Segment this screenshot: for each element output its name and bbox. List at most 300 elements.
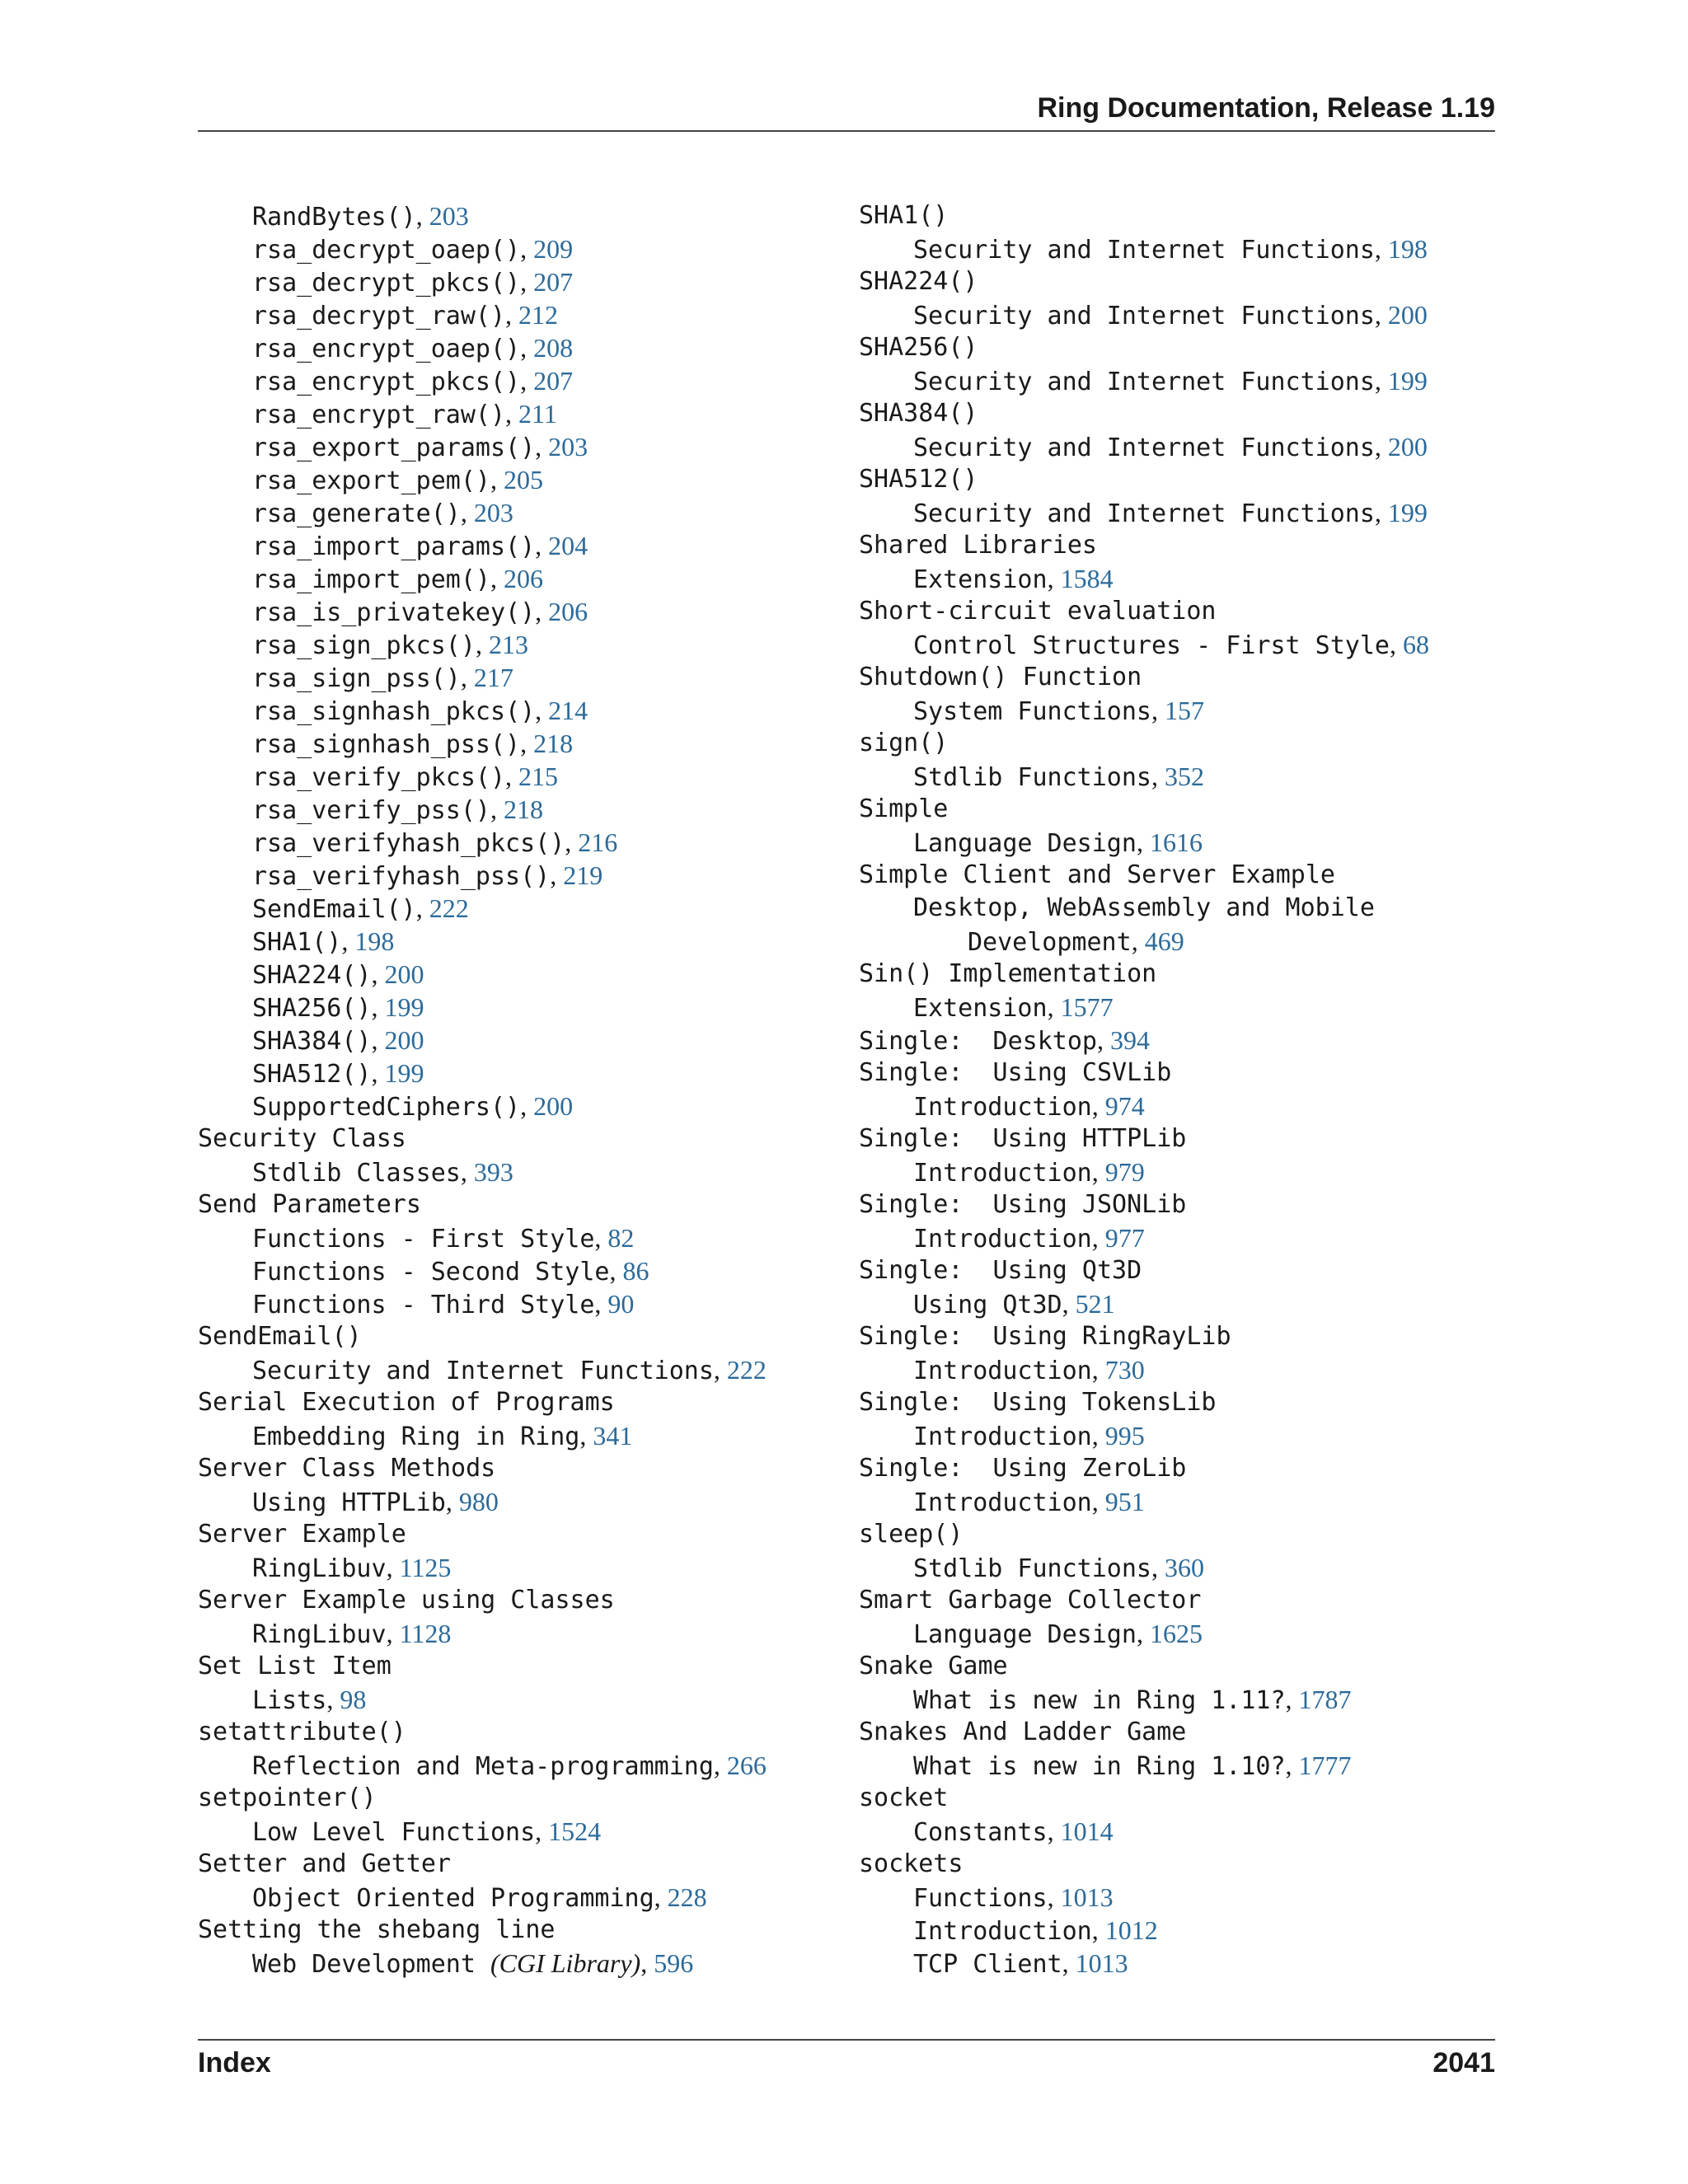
page-link[interactable]: 352 [1164,762,1204,791]
separator: , [445,1487,459,1516]
index-term-text: Development [968,928,1132,957]
separator: , [535,531,549,560]
page-link[interactable]: 1787 [1298,1685,1352,1714]
index-subentry [859,1090,1502,1122]
index-term-text: Introduction [913,1159,1092,1188]
index-term-text: Single: Using CSVLib [859,1058,1172,1087]
separator: , [460,498,474,527]
page-link[interactable]: 203 [548,432,588,462]
page-link[interactable]: 266 [726,1750,767,1780]
index-term [859,463,1502,496]
index-term-text: SHA1() [859,201,949,230]
index-term-text: Security and Internet Functions [913,499,1375,528]
index-term-text: SHA224() [252,961,372,990]
index-column-left [198,199,824,1980]
index-subentry [859,1947,1502,1980]
index-subentry [198,1881,824,1914]
separator: , [490,794,504,824]
index-term-text: rsa_export_pem() [252,466,490,495]
page-link[interactable]: 979 [1104,1157,1145,1187]
index-term [859,958,1502,991]
separator: , [1047,1816,1061,1846]
footer-section-label: Index [198,2047,271,2079]
index-term-text: Reflection and Meta-programming [252,1752,714,1781]
separator: , [1374,432,1388,462]
index-term-text: Security and Internet Functions [913,302,1375,330]
index-subentry [859,1419,1502,1452]
page-link[interactable]: 206 [548,597,588,626]
header-rule [198,130,1495,132]
index-term-text: Single: Using TokensLib [859,1388,1217,1417]
separator: , [371,992,385,1022]
index-term [198,1386,824,1419]
separator: , [326,1685,340,1714]
index-term-text: Shutdown() Function [859,663,1142,691]
page-link[interactable]: 200 [1387,300,1428,330]
index-term [859,727,1502,760]
index-term-text: rsa_decrypt_raw() [252,302,506,330]
page-link[interactable]: 980 [458,1487,499,1516]
page-link[interactable]: 995 [1104,1421,1145,1451]
page-link[interactable]: 98 [340,1685,367,1714]
page-link[interactable]: 157 [1164,696,1204,725]
index-term-text: rsa_sign_pss() [252,664,461,693]
page-link[interactable]: 1777 [1298,1750,1352,1780]
index-term-text: Constants [913,1818,1048,1847]
index-subentry [198,463,824,496]
separator: , [460,663,474,692]
index-term [859,793,1502,826]
index-term [859,529,1502,562]
index-term-text: Low Level Functions [252,1818,536,1847]
index-term-text: Stdlib Functions [913,1554,1151,1583]
index-subentry [198,793,824,826]
index-term-text: rsa_import_pem() [252,565,490,594]
index-subentry [198,1024,824,1057]
separator: , [1062,1289,1076,1319]
page-link[interactable]: 951 [1104,1487,1145,1516]
page-link[interactable]: 205 [503,465,543,494]
index-term-text: socket [859,1783,949,1812]
separator: , [505,399,519,429]
separator: , [1131,926,1145,956]
page-link[interactable]: 1125 [399,1553,452,1582]
index-term-text: Introduction [913,1093,1092,1122]
index-term-text: TCP Client [913,1950,1062,1979]
page-link[interactable]: 208 [533,333,574,363]
page-link[interactable]: 469 [1144,926,1184,956]
page-link[interactable]: 204 [548,531,588,560]
index-subentry [198,1221,824,1254]
index-subentry [198,1419,824,1452]
index-term-text: Security and Internet Functions [913,368,1375,396]
index-term [859,1057,1502,1090]
separator: , [1096,1025,1110,1055]
page-link[interactable]: 1584 [1060,564,1114,593]
index-subentry [859,760,1502,793]
page-link[interactable]: 1012 [1104,1915,1158,1945]
index-subentry [859,298,1502,331]
index-term-text: Sin() Implementation [859,959,1157,988]
page-link[interactable]: 200 [384,1025,424,1055]
index-subentry [198,331,824,364]
index-term-text: Simple Client and Server Example [859,860,1335,889]
index-subentry [198,298,824,331]
index-subentry [198,1617,824,1650]
separator: , [1374,366,1388,396]
page-link[interactable]: 216 [578,827,618,857]
index-term-text: RingLibuv [252,1620,387,1649]
index-term-text: Introduction [913,1422,1092,1451]
index-term-text: Snakes And Ladder Game [859,1718,1187,1746]
index-term-text: Using Qt3D [913,1291,1062,1319]
separator: , [490,465,504,494]
page-link[interactable]: 1128 [399,1619,452,1648]
page-link[interactable]: 596 [654,1948,694,1978]
index-term-text: SendEmail() [252,895,416,924]
index-subentry [198,232,824,265]
page-link[interactable]: 393 [473,1157,513,1187]
index-term [859,1122,1502,1155]
index-subentry [859,496,1502,529]
separator: , [1047,992,1061,1022]
index-term-text: Setting the shebang line [198,1915,556,1944]
index-term-text: rsa_decrypt_pkcs() [252,269,521,298]
index-subentry [859,694,1502,727]
index-term-text: Introduction [913,1357,1092,1385]
page-link[interactable]: 90 [607,1289,635,1319]
index-subentry [198,364,824,397]
index-term-text: SHA384() [252,1027,372,1056]
page-link[interactable]: 86 [622,1256,649,1286]
index-term [859,1452,1502,1485]
page-link[interactable]: 200 [533,1091,574,1121]
separator: , [386,1619,400,1648]
page-link[interactable]: 207 [533,366,574,396]
index-term [859,1584,1502,1617]
separator: , [1136,827,1150,857]
index-term-text: Control Structures - First Style [913,631,1390,660]
page-link[interactable]: 1616 [1149,827,1203,857]
index-column-right [859,199,1502,1980]
index-term-text: Web Development [252,1950,490,1979]
index-term [859,1716,1502,1749]
index-term-text: What is new in Ring 1.10? [913,1752,1286,1781]
separator: , [505,762,519,791]
index-term-text: Using HTTPLib [252,1488,446,1517]
page-link[interactable]: 200 [384,959,424,989]
index-term [859,1188,1502,1221]
index-term-text: rsa_verify_pss() [252,796,490,825]
index-subentry [859,232,1502,265]
index-subentry [859,1617,1502,1650]
index-subentry [859,826,1502,859]
page-link[interactable]: 211 [518,399,557,429]
page-link[interactable]: 214 [548,696,588,725]
separator: , [520,333,534,363]
page-link[interactable]: 218 [533,729,574,758]
index-term-text: Functions - Third Style [252,1291,595,1319]
index-term-text: Desktop, WebAssembly and Mobile [913,893,1375,922]
index-term [198,1650,824,1683]
index-term [198,1188,824,1221]
index-subentry [198,1090,824,1122]
index-term-text: Smart Garbage Collector [859,1586,1202,1615]
index-term [198,1518,824,1551]
separator: , [520,234,534,264]
index-subentry [859,1353,1502,1386]
page-link[interactable]: 521 [1075,1289,1115,1319]
index-term-text: Single: Using JSONLib [859,1190,1187,1219]
index-term-text: Language Design [913,1620,1137,1649]
separator: , [1091,1223,1105,1253]
separator: , [1047,1882,1061,1912]
separator: , [1091,1487,1105,1516]
index-term [859,1254,1502,1287]
index-term-text: Simple [859,794,949,823]
page-link[interactable]: 1524 [548,1816,602,1846]
separator: , [565,827,579,857]
page-link[interactable]: 199 [1387,498,1428,527]
index-subentry [198,727,824,760]
index-term [198,1848,824,1881]
separator: , [713,1355,727,1385]
index-term-text: Set List Item [198,1652,392,1680]
separator: , [654,1882,668,1912]
index-subentry [198,958,824,991]
index-term-text: RingLibuv [252,1554,387,1583]
page-link[interactable]: 341 [593,1421,633,1451]
separator: , [594,1223,608,1253]
index-term-text: Security and Internet Functions [913,236,1375,265]
index-term [198,1122,824,1155]
separator: , [713,1750,727,1780]
index-term-text: Serial Execution of Programs [198,1388,615,1417]
page-link[interactable]: 219 [563,860,603,890]
index-term-text: Introduction [913,1488,1092,1517]
page-link[interactable]: 977 [1104,1223,1145,1253]
separator: , [1091,1421,1105,1451]
index-term-text: Security and Internet Functions [252,1357,714,1385]
index-term-text: rsa_encrypt_oaep() [252,335,521,363]
page-link[interactable]: 198 [354,926,395,956]
page-link[interactable]: 215 [518,762,559,791]
separator: , [415,201,429,231]
index-term-text: rsa_sign_pkcs() [252,631,476,660]
index-subentry [859,1683,1502,1716]
page-link[interactable]: 200 [1387,432,1428,462]
page-link[interactable]: 209 [533,234,574,264]
index-term-text: Functions - Second Style [252,1258,610,1286]
index-subentry [198,199,824,232]
index-term [859,1518,1502,1551]
index-subentry [198,826,824,859]
page-link[interactable]: 218 [503,794,543,824]
footer-rule [198,2039,1495,2041]
index-subentry [859,1485,1502,1518]
index-term-text: Security and Internet Functions [913,434,1375,462]
page-link[interactable]: 974 [1104,1091,1145,1121]
separator: , [594,1289,608,1319]
index-subentry [198,892,824,925]
index-term [859,265,1502,298]
index-term-text: Stdlib Functions [913,763,1151,792]
index-term-text: RandBytes() [252,203,416,232]
separator: , [371,1025,385,1055]
index-term [859,595,1502,628]
index-term-text: sign() [859,729,949,757]
index-term-text: SHA256() [252,994,372,1023]
page-link[interactable]: 1013 [1075,1948,1128,1978]
separator: , [535,696,549,725]
index-term-text: Security Class [198,1124,406,1153]
separator: , [1285,1685,1299,1714]
separator: , [460,1157,474,1187]
page-link[interactable]: 217 [473,663,513,692]
separator: , [535,597,549,626]
index-subentry [859,1155,1502,1188]
page-link[interactable]: 199 [384,992,424,1022]
separator: , [1091,1157,1105,1187]
index-term-text: Snake Game [859,1652,1008,1680]
index-term [859,397,1502,430]
page-link[interactable]: 1014 [1060,1816,1114,1846]
page-link[interactable]: 394 [1109,1025,1150,1055]
index-subentry [859,892,1502,925]
index-subentry [198,1353,824,1386]
index-subentry [198,991,824,1024]
separator: , [609,1256,623,1286]
index-term-text: What is new in Ring 1.11? [913,1686,1286,1715]
page-link[interactable]: 1013 [1060,1882,1114,1912]
separator: , [1091,1355,1105,1385]
page-link[interactable]: 199 [1387,366,1428,396]
index-term-text: Single: Using HTTPLib [859,1124,1187,1153]
index-term-italic: (CGI Library) [490,1948,641,1978]
index-term-text: Short-circuit evaluation [859,597,1217,626]
index-term-text: Embedding Ring in Ring [252,1422,580,1451]
index-term-text: rsa_verifyhash_pss() [252,862,551,891]
index-term [198,1716,824,1749]
index-subentry [859,925,1502,958]
index-term [198,1914,824,1947]
page-link[interactable]: 222 [726,1355,767,1385]
index-term-text: Single: Using ZeroLib [859,1454,1187,1483]
page-link[interactable]: 203 [473,498,513,527]
index-subentry [198,694,824,727]
index-subentry [198,1947,824,1980]
separator: , [579,1421,593,1451]
page-link[interactable]: 222 [429,893,469,923]
index-term [859,859,1502,892]
index-term-text: Object Oriented Programming [252,1884,654,1913]
index-term-text: sleep() [859,1520,964,1549]
index-term-text: Setter and Getter [198,1849,452,1878]
index-term-text: Server Example using Classes [198,1586,615,1615]
index-term-text: Extension [913,565,1048,594]
index-term [859,1650,1502,1683]
page-link[interactable]: 206 [503,564,543,593]
separator: , [640,1948,654,1978]
index-term-text: SHA1() [252,928,342,957]
index-term-text: rsa_export_params() [252,434,536,462]
index-subentry [198,1815,824,1848]
index-term [859,1782,1502,1815]
separator: , [505,300,519,330]
index-subentry [198,1749,824,1782]
index-term [198,1782,824,1815]
index-subentry [198,859,824,892]
index-term [859,1848,1502,1881]
index-term-text: rsa_verify_pkcs() [252,763,506,792]
separator: , [415,893,429,923]
separator: , [490,564,504,593]
page-link[interactable]: 213 [488,630,528,659]
index-term [859,199,1502,232]
page-link[interactable]: 212 [518,300,559,330]
page-link[interactable]: 360 [1164,1553,1204,1582]
index-subentry [198,562,824,595]
index-term-text: SHA224() [859,267,978,296]
index-term-text: Shared Libraries [859,531,1097,560]
separator: , [1136,1619,1150,1648]
page-link[interactable]: 203 [429,201,469,231]
page-link[interactable]: 1625 [1149,1619,1203,1648]
page-link[interactable]: 198 [1387,234,1428,264]
index-subentry [859,1914,1502,1947]
index-term-text: SendEmail() [198,1322,362,1351]
index-subentry [198,1254,824,1287]
separator: , [1151,696,1165,725]
page-number: 2041 [1432,2047,1495,2079]
index-subentry [859,1815,1502,1848]
index-term-text: SHA512() [252,1060,372,1089]
index-subentry [198,595,824,628]
separator: , [1374,234,1388,264]
separator: , [550,860,564,890]
index-term-text: Lists [252,1686,327,1715]
index-subentry [198,265,824,298]
index-subentry [198,925,824,958]
index-subentry [859,1881,1502,1914]
index-term-text: Language Design [913,829,1137,858]
index-subentry [859,628,1502,661]
index-subentry [198,1287,824,1320]
index-subentry [198,1551,824,1584]
index-subentry [198,1485,824,1518]
page-link[interactable]: 82 [607,1223,635,1253]
page-link[interactable]: 68 [1402,630,1429,659]
page-link[interactable]: 228 [667,1882,707,1912]
index-term-text: rsa_signhash_pkcs() [252,697,536,726]
separator: , [1151,762,1165,791]
index-term [859,1386,1502,1419]
page-link[interactable]: 207 [533,267,574,297]
index-term-text: System Functions [913,697,1151,726]
page-link[interactable]: 730 [1104,1355,1145,1385]
index-subentry [198,661,824,694]
page-link[interactable]: 199 [384,1058,424,1088]
index-term-text: SHA256() [859,333,978,362]
separator: , [520,729,534,758]
index-term [198,1320,824,1353]
separator: , [1091,1091,1105,1121]
page-link[interactable]: 1577 [1060,992,1114,1022]
index-term-text: setattribute() [198,1718,406,1746]
index-subentry [859,1221,1502,1254]
separator: , [1062,1948,1076,1978]
index-term-text: SHA384() [859,399,978,428]
